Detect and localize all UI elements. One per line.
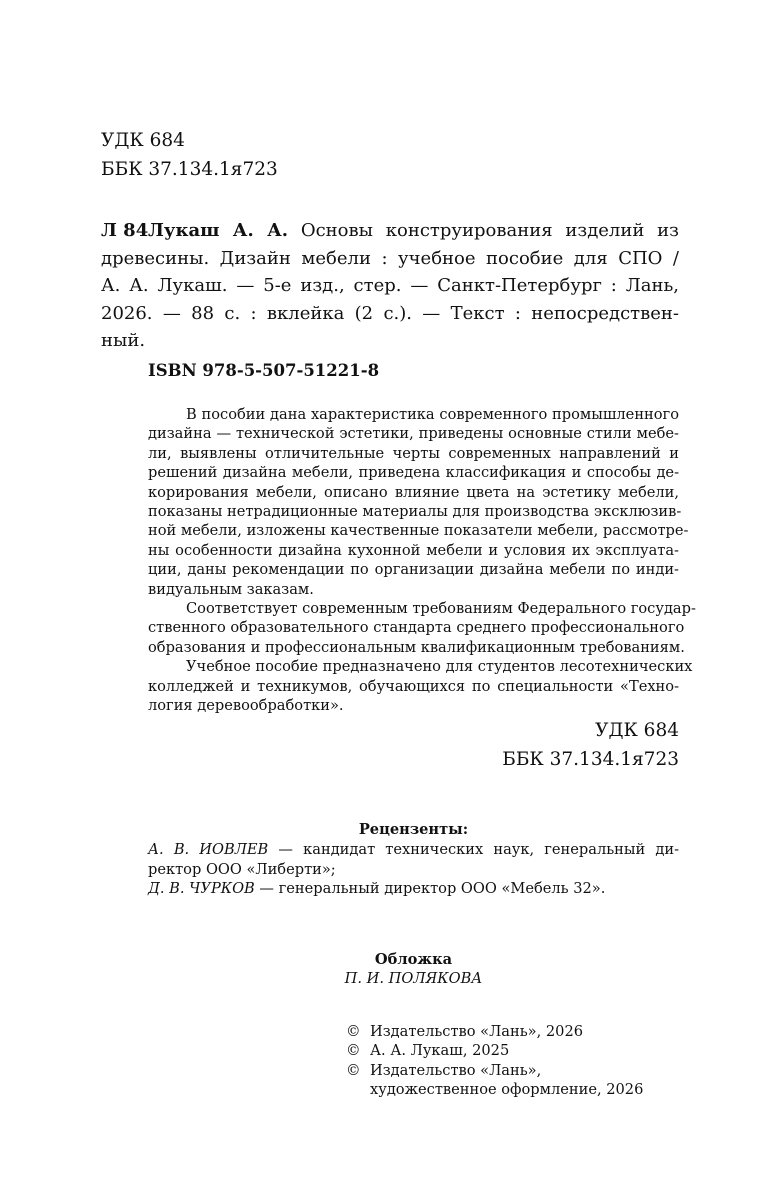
- biblio-line-4: 2026. — 88 с. : вклейка (2 с.). — Текст : непосредствен-: [101, 302, 679, 324]
- annotation-line: Учебное пособие предназначено для студентов лесотехнических: [186, 658, 693, 676]
- annotation-line: логия деревообработки».: [148, 697, 344, 715]
- copyright-icon: ©: [346, 1023, 361, 1040]
- annotation-line: ной мебели, изложены качественные показатели мебели, рассмотре-: [148, 522, 689, 540]
- annotation-line: колледжей и техникумов, обучающихся по специальности «Техно-: [148, 677, 679, 695]
- reviewer-2: [148, 879, 679, 899]
- copyright-block: [346, 1022, 643, 1100]
- annotation-line: решений дизайна мебели, приведена классификация и способы де-: [148, 464, 679, 482]
- udk-code: УДК 684: [595, 720, 679, 741]
- reviewer-1: [148, 840, 679, 860]
- reviewers-list: [148, 840, 679, 899]
- reviewer-2-desc: — генеральный директор ООО «Мебель 32».: [259, 880, 606, 898]
- title-start: Основы конструирования изделий из: [300, 220, 679, 241]
- copyright-line: [346, 1041, 643, 1060]
- copyright-text: Издательство «Лань»,: [370, 1061, 542, 1079]
- annotation-line: ственного образовательного стандарта среднего профессионального: [148, 619, 685, 637]
- reviewer-1-name: А. В. ИОВЛЕВ: [148, 841, 269, 858]
- bbk-code: ББК 37.134.1я723: [502, 749, 679, 770]
- copyright-line: [346, 1061, 643, 1080]
- copyright-icon: ©: [346, 1061, 361, 1079]
- annotation-line: Соответствует современным требованиям Федерального государ-: [186, 600, 696, 618]
- annotation-line: ции, даны рекомендации по организации дизайна мебели по инди-: [148, 561, 679, 579]
- copyright-line: [346, 1022, 643, 1041]
- udk-code: УДК 684: [101, 130, 185, 151]
- annotation: [148, 405, 696, 716]
- reviewer-1-desc: — кандидат технических наук, генеральный ди-: [278, 841, 679, 858]
- biblio-line-5: ный.: [101, 330, 146, 351]
- copyright-icon: ©: [346, 1042, 361, 1060]
- cover-designer: П. И. ПОЛЯКОВА: [344, 970, 483, 987]
- bibliographic-record: [101, 217, 679, 355]
- biblio-line-2: древесины. Дизайн мебели : учебное пособие для СПО /: [101, 247, 679, 269]
- classification-codes-top: [101, 126, 278, 184]
- reviewer-1-cont: ректор ООО «Либерти»;: [148, 860, 336, 878]
- cover-heading: Обложка: [374, 951, 453, 968]
- copyright-line-cont: художественное оформление, 2026: [370, 1081, 644, 1099]
- annotation-line: корирования мебели, описано влияние цвета на эстетику мебели,: [148, 483, 679, 501]
- annotation-line: ли, выявлены отличительные черты современных направлений и: [148, 444, 679, 462]
- reviewer-2-name: Д. В. ЧУРКОВ: [148, 880, 255, 898]
- isbn: ISBN 978-5-507-51221-8: [148, 361, 380, 380]
- classification-codes-bottom: [502, 716, 679, 774]
- author-sign: Л 84: [101, 220, 149, 241]
- annotation-line: видуальным заказам.: [148, 580, 314, 598]
- annotation-line: дизайна — технической эстетики, приведены основные стили мебе-: [148, 425, 679, 443]
- bbk-code: ББК 37.134.1я723: [101, 159, 278, 180]
- author-name: Лукаш А. А.: [148, 220, 289, 241]
- annotation-line: ны особенности дизайна кухонной мебели и условия их эксплуата-: [148, 541, 679, 559]
- annotation-line: показаны нетрадиционные материалы для производства эксклюзив-: [148, 503, 682, 521]
- biblio-line-1: [101, 217, 679, 245]
- annotation-line: образования и профессиональным квалификационным требованиям.: [148, 638, 685, 656]
- biblio-line-3: А. А. Лукаш. — 5-е изд., стер. — Санкт-Петербург : Лань,: [101, 275, 679, 296]
- annotation-line: В пособии дана характеристика современного промышленного: [186, 406, 679, 423]
- copyright-text: Издательство «Лань», 2026: [370, 1023, 584, 1040]
- reviewers-heading: Рецензенты:: [358, 821, 469, 838]
- copyright-text: А. А. Лукаш, 2025: [370, 1042, 510, 1060]
